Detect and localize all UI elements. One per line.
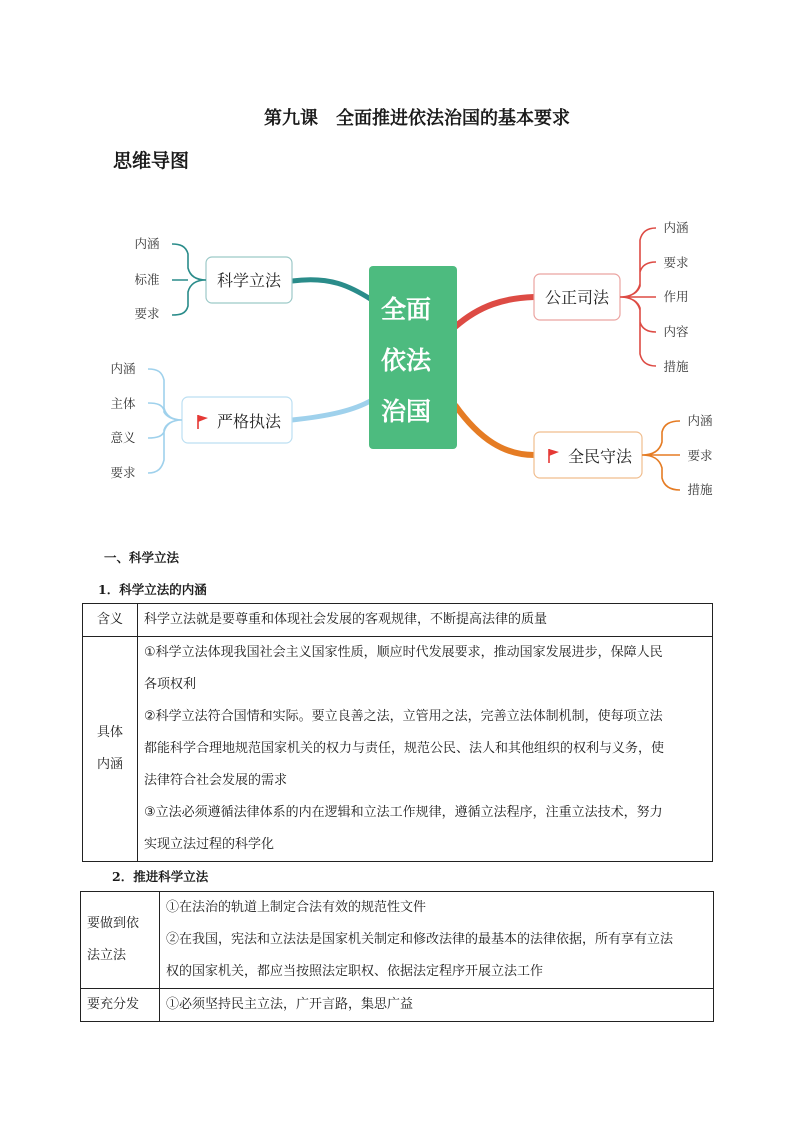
table-cell-label: 含义 [83,604,138,637]
leaf-label: 内涵 [134,236,160,251]
branch-gongzheng-label: 公正司法 [544,288,610,307]
content-line: ③立法必须遵循法律体系的内在逻辑和立法工作规律，遵循立法程序，注重立法技术，努力 [144,805,663,820]
connector-kexue [292,280,372,300]
leaf-label: 措施 [663,359,689,374]
table-advance [80,891,714,1022]
center-label-1: 全面 [380,295,432,324]
leaf-label: 要求 [134,306,160,321]
leaf-label: 意义 [110,430,136,445]
content-line: 都能科学合理地规范国家机关的权力与责任，规范公民、法人和其他组织的权利与义务，使 [144,741,665,756]
table-row [81,892,714,989]
table-cell-label: 要充分发 [81,989,160,1022]
bracket-yange [148,369,182,473]
table-row [83,604,713,637]
table-cell-content: 科学立法就是要尊重和体现社会发展的客观规律，不断提高法律的质量 [138,604,713,637]
leaf-label: 主体 [110,396,136,411]
table-cell-label [83,637,138,862]
content-line: 权的国家机关，都应当按照法定职权、依据法定程序开展立法工作 [166,964,544,979]
leaf-label: 要求 [110,465,136,480]
center-label-2: 依法 [380,346,432,375]
subsection-heading-2: 2．推进科学立法 [112,869,209,884]
label-line: 要做到依 [87,916,140,931]
section-heading: 一、科学立法 [104,550,180,565]
leaf-label: 内涵 [110,361,136,376]
label-line: 内涵 [96,757,123,772]
page-title: 第九课 全面推进依法治国的基本要求 [264,108,570,129]
table-meaning [82,603,713,862]
table-cell-content [160,892,714,989]
mindmap-heading: 思维导图 [113,150,190,172]
connector-gongzheng [455,297,534,327]
leaf-label: 措施 [687,482,713,497]
mind-map [0,0,794,520]
leaf-label: 要求 [687,448,713,463]
table-cell-content [138,637,713,862]
bracket-quanmin [642,421,680,490]
leaf-label: 要求 [663,255,689,270]
leaf-label: 标准 [134,272,160,287]
table-cell-content: ①必须坚持民主立法，广开言路，集思广益 [160,989,714,1022]
leaf-label: 内涵 [663,220,689,235]
content-line: ①科学立法体现我国社会主义国家性质，顺应时代发展要求，推动国家发展进步，保障人民 [144,645,663,660]
branch-quanmin-label: 全民守法 [567,447,633,466]
leaf-label: 内涵 [687,413,713,428]
table-row [83,637,713,862]
connector-yange [292,400,372,420]
content-line: 实现立法过程的科学化 [144,837,275,852]
branch-kexue-label: 科学立法 [216,271,282,290]
table-cell-label [81,892,160,989]
subsection-heading-1: 1．科学立法的内涵 [98,582,207,597]
content-line: ②在我国，宪法和立法法是国家机关制定和修改法律的最基本的法律依据，所有享有立法 [166,932,674,947]
branch-yange-label: 严格执法 [216,412,282,431]
center-label-3: 治国 [380,397,432,426]
bracket-kexue [172,244,206,315]
connector-quanmin [455,405,534,455]
content-line: ②科学立法符合国情和实际。要立良善之法，立管用之法，完善立法体制机制，使每项立法 [144,709,663,724]
leaf-label: 作用 [663,289,689,304]
content-line: ①在法治的轨道上制定合法有效的规范性文件 [166,900,427,915]
content-line: 法律符合社会发展的需求 [144,773,288,788]
content-line: 各项权利 [144,677,197,692]
leaf-label: 内容 [663,324,689,339]
table-row [81,989,714,1022]
label-line: 具体 [96,725,123,740]
bracket-gongzheng [620,228,656,366]
label-line: 法立法 [87,948,127,963]
